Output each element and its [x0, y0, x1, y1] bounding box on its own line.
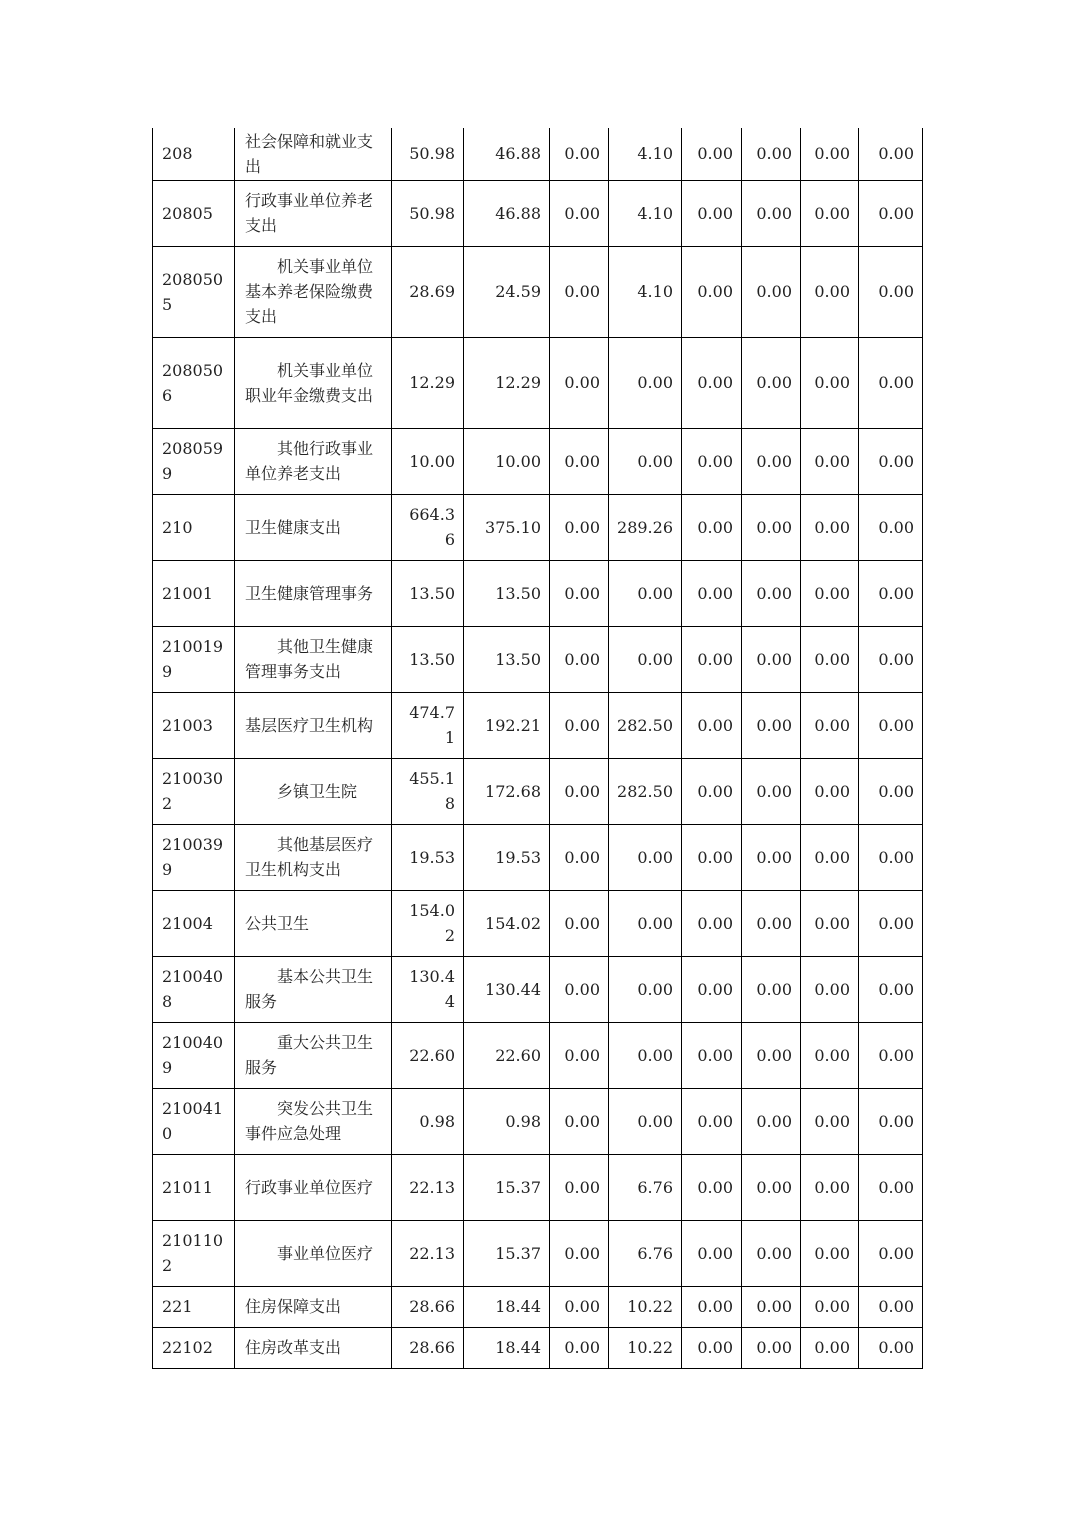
subject-code-cell: 2080505 — [153, 246, 235, 337]
amount-cell: 0.00 — [682, 337, 742, 428]
amount-cell: 0.00 — [742, 180, 801, 246]
amount-cell: 0.00 — [742, 824, 801, 890]
amount-cell: 154.02 — [392, 890, 464, 956]
amount-cell: 0.00 — [550, 337, 609, 428]
amount-cell: 0.00 — [859, 128, 923, 180]
table-row — [153, 1154, 923, 1220]
subject-name-cell: 重大公共卫生服务 — [235, 1022, 392, 1088]
amount-cell: 0.00 — [859, 180, 923, 246]
subject-code-cell: 22102 — [153, 1327, 235, 1368]
table-row — [153, 956, 923, 1022]
amount-cell: 0.00 — [550, 180, 609, 246]
amount-cell: 0.00 — [682, 626, 742, 692]
amount-cell: 46.88 — [464, 128, 550, 180]
amount-cell: 0.00 — [801, 890, 859, 956]
amount-cell: 0.00 — [742, 1220, 801, 1286]
table-row — [153, 428, 923, 494]
amount-cell: 0.98 — [464, 1088, 550, 1154]
subject-code-cell: 2100302 — [153, 758, 235, 824]
amount-cell: 0.00 — [609, 1022, 682, 1088]
subject-name-cell: 基层医疗卫生机构 — [235, 692, 392, 758]
amount-cell: 172.68 — [464, 758, 550, 824]
amount-cell: 15.37 — [464, 1220, 550, 1286]
amount-cell: 0.00 — [609, 890, 682, 956]
amount-cell: 0.00 — [801, 1220, 859, 1286]
amount-cell: 0.00 — [550, 626, 609, 692]
amount-cell: 282.50 — [609, 758, 682, 824]
amount-cell: 0.00 — [682, 1220, 742, 1286]
amount-cell: 0.00 — [859, 890, 923, 956]
subject-code-cell: 2100409 — [153, 1022, 235, 1088]
subject-code-cell: 2100410 — [153, 1088, 235, 1154]
amount-cell: 0.00 — [801, 758, 859, 824]
amount-cell: 50.98 — [392, 128, 464, 180]
amount-cell: 13.50 — [392, 560, 464, 626]
table-row — [153, 1286, 923, 1327]
subject-name-cell: 乡镇卫生院 — [235, 758, 392, 824]
amount-cell: 0.00 — [859, 1327, 923, 1368]
subject-code-cell: 21003 — [153, 692, 235, 758]
subject-name-cell: 机关事业单位基本养老保险缴费支出 — [235, 246, 392, 337]
amount-cell: 0.00 — [682, 180, 742, 246]
table-row — [153, 337, 923, 428]
amount-cell: 10.00 — [392, 428, 464, 494]
amount-cell: 0.00 — [742, 692, 801, 758]
amount-cell: 0.00 — [801, 1154, 859, 1220]
amount-cell: 0.00 — [550, 128, 609, 180]
amount-cell: 12.29 — [392, 337, 464, 428]
subject-name-cell: 机关事业单位职业年金缴费支出 — [235, 337, 392, 428]
amount-cell: 0.00 — [550, 758, 609, 824]
subject-name-cell: 住房保障支出 — [235, 1286, 392, 1327]
amount-cell: 0.00 — [682, 494, 742, 560]
amount-cell: 0.00 — [859, 1088, 923, 1154]
subject-code-cell: 2100408 — [153, 956, 235, 1022]
amount-cell: 0.00 — [609, 1088, 682, 1154]
subject-name-cell: 基本公共卫生服务 — [235, 956, 392, 1022]
table-row — [153, 626, 923, 692]
amount-cell: 0.00 — [682, 1286, 742, 1327]
amount-cell: 664.36 — [392, 494, 464, 560]
amount-cell: 0.00 — [682, 758, 742, 824]
amount-cell: 0.00 — [859, 1022, 923, 1088]
table-row — [153, 1327, 923, 1368]
subject-code-cell: 21004 — [153, 890, 235, 956]
amount-cell: 0.00 — [550, 824, 609, 890]
subject-name-cell: 行政事业单位养老支出 — [235, 180, 392, 246]
subject-name-cell: 社会保障和就业支出 — [235, 128, 392, 180]
amount-cell: 0.00 — [742, 1022, 801, 1088]
amount-cell: 0.00 — [609, 428, 682, 494]
amount-cell: 0.00 — [609, 337, 682, 428]
amount-cell: 18.44 — [464, 1286, 550, 1327]
amount-cell: 0.00 — [801, 246, 859, 337]
amount-cell: 46.88 — [464, 180, 550, 246]
subject-code-cell: 2100399 — [153, 824, 235, 890]
amount-cell: 0.00 — [859, 758, 923, 824]
amount-cell: 0.00 — [682, 246, 742, 337]
amount-cell: 0.00 — [859, 692, 923, 758]
amount-cell: 0.00 — [859, 337, 923, 428]
amount-cell: 0.00 — [742, 1327, 801, 1368]
amount-cell: 0.00 — [801, 337, 859, 428]
subject-name-cell: 行政事业单位医疗 — [235, 1154, 392, 1220]
amount-cell: 154.02 — [464, 890, 550, 956]
amount-cell: 10.22 — [609, 1327, 682, 1368]
amount-cell: 0.00 — [550, 1088, 609, 1154]
amount-cell: 0.00 — [742, 560, 801, 626]
subject-code-cell: 2080599 — [153, 428, 235, 494]
table-row — [153, 890, 923, 956]
subject-code-cell: 221 — [153, 1286, 235, 1327]
amount-cell: 455.18 — [392, 758, 464, 824]
amount-cell: 0.00 — [742, 337, 801, 428]
amount-cell: 0.00 — [859, 560, 923, 626]
amount-cell: 22.60 — [392, 1022, 464, 1088]
subject-code-cell: 21001 — [153, 560, 235, 626]
amount-cell: 0.00 — [550, 890, 609, 956]
amount-cell: 0.00 — [742, 494, 801, 560]
amount-cell: 282.50 — [609, 692, 682, 758]
amount-cell: 28.69 — [392, 246, 464, 337]
subject-name-cell: 卫生健康管理事务 — [235, 560, 392, 626]
amount-cell: 0.00 — [801, 494, 859, 560]
subject-code-cell: 20805 — [153, 180, 235, 246]
amount-cell: 15.37 — [464, 1154, 550, 1220]
subject-code-cell: 2080506 — [153, 337, 235, 428]
subject-name-cell: 住房改革支出 — [235, 1327, 392, 1368]
amount-cell: 0.00 — [550, 692, 609, 758]
table-row — [153, 1220, 923, 1286]
amount-cell: 0.00 — [801, 692, 859, 758]
table-row — [153, 246, 923, 337]
amount-cell: 474.71 — [392, 692, 464, 758]
table-row — [153, 494, 923, 560]
amount-cell: 18.44 — [464, 1327, 550, 1368]
amount-cell: 0.00 — [859, 428, 923, 494]
subject-name-cell: 突发公共卫生事件应急处理 — [235, 1088, 392, 1154]
amount-cell: 0.00 — [801, 956, 859, 1022]
subject-name-cell: 事业单位医疗 — [235, 1220, 392, 1286]
amount-cell: 0.00 — [742, 890, 801, 956]
amount-cell: 0.00 — [742, 758, 801, 824]
table-row — [153, 758, 923, 824]
amount-cell: 130.44 — [464, 956, 550, 1022]
amount-cell: 0.00 — [682, 1088, 742, 1154]
amount-cell: 0.00 — [801, 626, 859, 692]
amount-cell: 0.00 — [609, 824, 682, 890]
table-row — [153, 180, 923, 246]
amount-cell: 0.00 — [859, 494, 923, 560]
amount-cell: 0.00 — [550, 560, 609, 626]
amount-cell: 0.00 — [682, 890, 742, 956]
amount-cell: 22.60 — [464, 1022, 550, 1088]
amount-cell: 0.00 — [801, 824, 859, 890]
amount-cell: 22.13 — [392, 1154, 464, 1220]
amount-cell: 0.00 — [859, 246, 923, 337]
amount-cell: 6.76 — [609, 1220, 682, 1286]
amount-cell: 0.00 — [682, 1154, 742, 1220]
amount-cell: 0.00 — [682, 560, 742, 626]
table-row — [153, 1088, 923, 1154]
amount-cell: 0.00 — [859, 1286, 923, 1327]
subject-name-cell: 卫生健康支出 — [235, 494, 392, 560]
amount-cell: 0.00 — [742, 1154, 801, 1220]
amount-cell: 0.00 — [742, 128, 801, 180]
table-row — [153, 824, 923, 890]
amount-cell: 0.00 — [801, 128, 859, 180]
subject-name-cell: 其他行政事业单位养老支出 — [235, 428, 392, 494]
table-row — [153, 1022, 923, 1088]
subject-code-cell: 210 — [153, 494, 235, 560]
amount-cell: 0.00 — [801, 1286, 859, 1327]
amount-cell: 22.13 — [392, 1220, 464, 1286]
amount-cell: 0.00 — [682, 824, 742, 890]
amount-cell: 4.10 — [609, 128, 682, 180]
amount-cell: 4.10 — [609, 180, 682, 246]
amount-cell: 19.53 — [392, 824, 464, 890]
amount-cell: 130.44 — [392, 956, 464, 1022]
amount-cell: 0.00 — [682, 956, 742, 1022]
amount-cell: 0.00 — [801, 560, 859, 626]
amount-cell: 0.00 — [682, 428, 742, 494]
amount-cell: 0.00 — [859, 1154, 923, 1220]
table-row — [153, 560, 923, 626]
amount-cell: 0.00 — [550, 494, 609, 560]
amount-cell: 50.98 — [392, 180, 464, 246]
amount-cell: 28.66 — [392, 1327, 464, 1368]
amount-cell: 375.10 — [464, 494, 550, 560]
amount-cell: 192.21 — [464, 692, 550, 758]
amount-cell: 0.00 — [801, 428, 859, 494]
amount-cell: 10.22 — [609, 1286, 682, 1327]
subject-name-cell: 其他卫生健康管理事务支出 — [235, 626, 392, 692]
amount-cell: 0.00 — [550, 1286, 609, 1327]
amount-cell: 0.00 — [609, 626, 682, 692]
subject-code-cell: 21011 — [153, 1154, 235, 1220]
amount-cell: 0.00 — [742, 1088, 801, 1154]
amount-cell: 0.00 — [742, 956, 801, 1022]
amount-cell: 19.53 — [464, 824, 550, 890]
amount-cell: 0.00 — [859, 1220, 923, 1286]
amount-cell: 0.00 — [550, 1154, 609, 1220]
amount-cell: 10.00 — [464, 428, 550, 494]
amount-cell: 0.00 — [682, 1327, 742, 1368]
amount-cell: 0.00 — [682, 1022, 742, 1088]
amount-cell: 13.50 — [464, 626, 550, 692]
table-row — [153, 128, 923, 180]
amount-cell: 0.00 — [550, 1022, 609, 1088]
amount-cell: 0.00 — [801, 180, 859, 246]
amount-cell: 12.29 — [464, 337, 550, 428]
amount-cell: 24.59 — [464, 246, 550, 337]
amount-cell: 0.00 — [801, 1022, 859, 1088]
subject-name-cell: 其他基层医疗卫生机构支出 — [235, 824, 392, 890]
table-row — [153, 692, 923, 758]
table-body — [153, 128, 923, 1368]
amount-cell: 0.00 — [550, 1327, 609, 1368]
amount-cell: 0.00 — [550, 428, 609, 494]
budget-table — [152, 128, 923, 1369]
amount-cell: 0.98 — [392, 1088, 464, 1154]
amount-cell: 13.50 — [392, 626, 464, 692]
amount-cell: 0.00 — [682, 128, 742, 180]
amount-cell: 13.50 — [464, 560, 550, 626]
amount-cell: 0.00 — [550, 1220, 609, 1286]
amount-cell: 6.76 — [609, 1154, 682, 1220]
amount-cell: 0.00 — [609, 560, 682, 626]
amount-cell: 0.00 — [859, 956, 923, 1022]
subject-code-cell: 2101102 — [153, 1220, 235, 1286]
amount-cell: 0.00 — [550, 956, 609, 1022]
subject-code-cell: 208 — [153, 128, 235, 180]
amount-cell: 0.00 — [742, 246, 801, 337]
amount-cell: 0.00 — [550, 246, 609, 337]
amount-cell: 0.00 — [859, 626, 923, 692]
subject-code-cell: 2100199 — [153, 626, 235, 692]
amount-cell: 28.66 — [392, 1286, 464, 1327]
amount-cell: 0.00 — [742, 1286, 801, 1327]
amount-cell: 0.00 — [682, 692, 742, 758]
amount-cell: 289.26 — [609, 494, 682, 560]
amount-cell: 0.00 — [742, 626, 801, 692]
amount-cell: 0.00 — [859, 824, 923, 890]
subject-name-cell: 公共卫生 — [235, 890, 392, 956]
amount-cell: 0.00 — [742, 428, 801, 494]
amount-cell: 4.10 — [609, 246, 682, 337]
amount-cell: 0.00 — [609, 956, 682, 1022]
amount-cell: 0.00 — [801, 1088, 859, 1154]
amount-cell: 0.00 — [801, 1327, 859, 1368]
